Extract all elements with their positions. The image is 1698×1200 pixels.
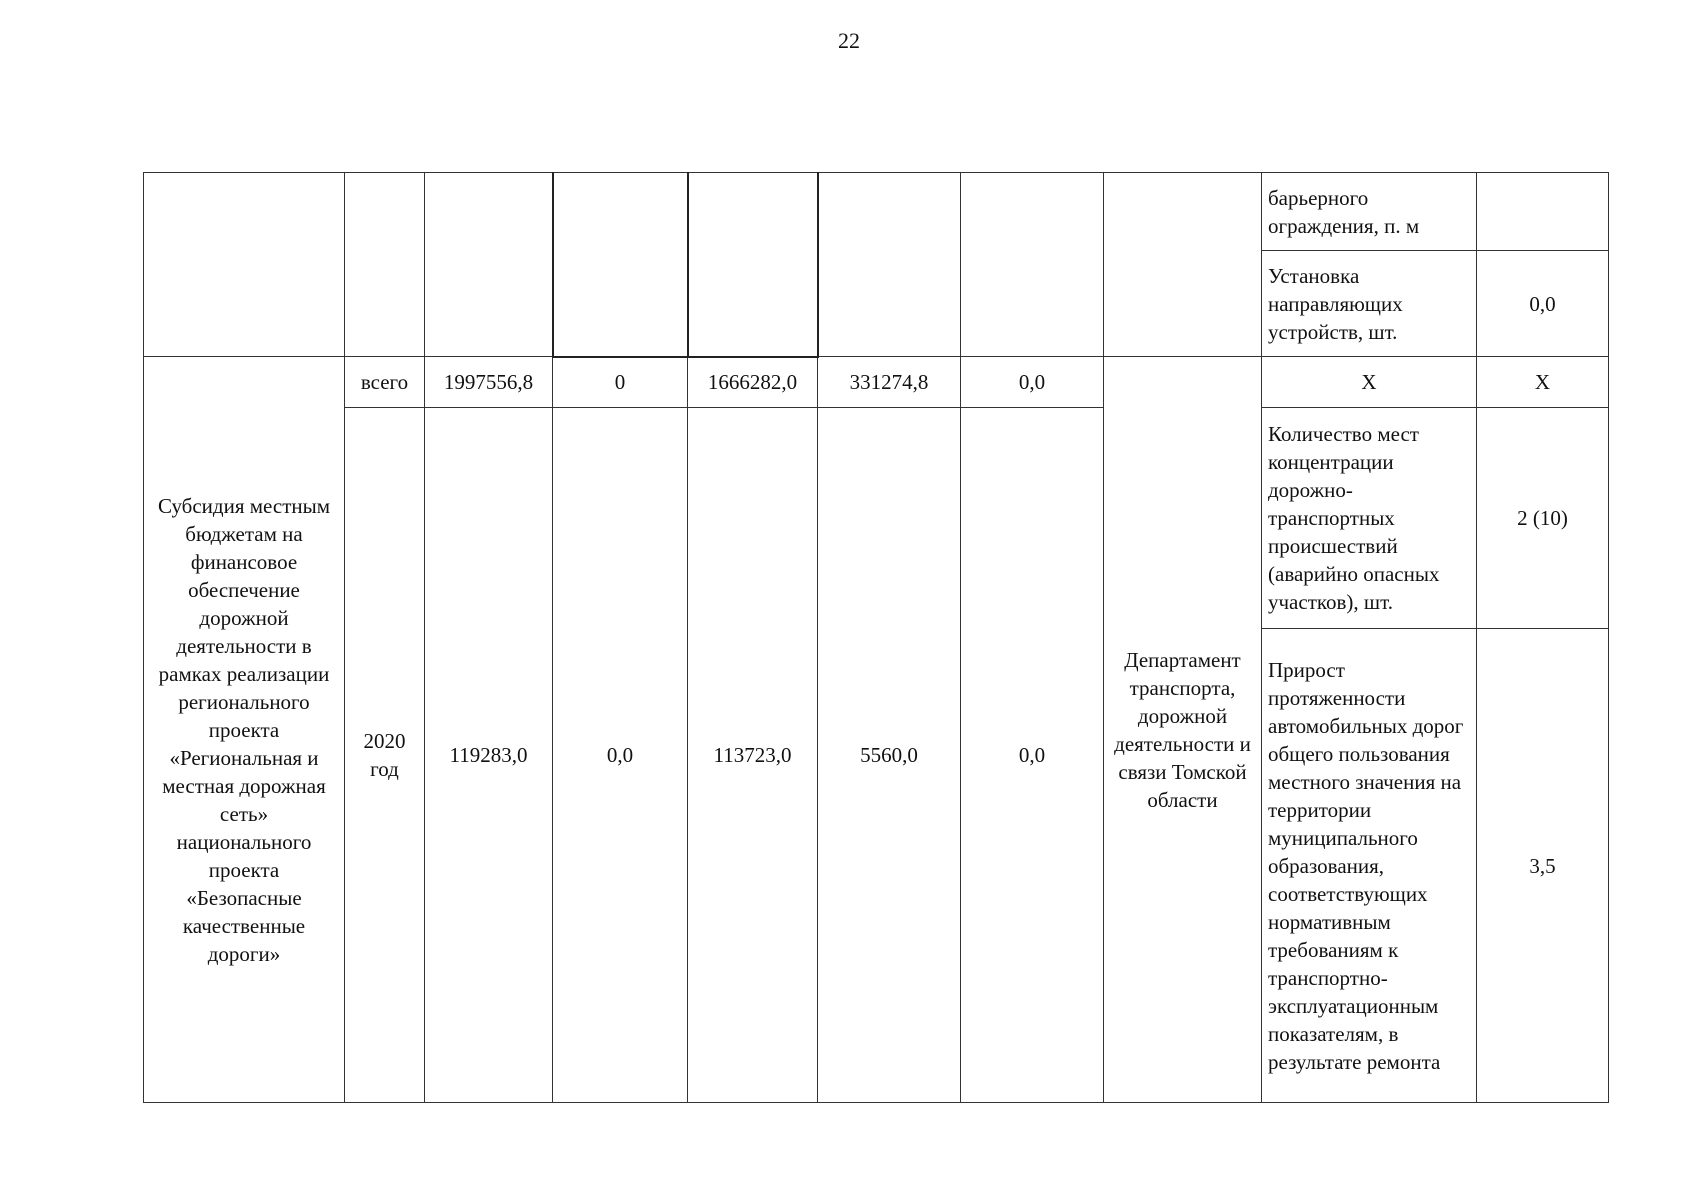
federal-cell: 0: [553, 357, 688, 408]
period-cell: всего: [345, 357, 425, 408]
table-cell: [818, 173, 961, 357]
indicator-value: Х: [1477, 357, 1609, 408]
indicator-name: Количество мест концентрации дорожно-транспортных происшествий (аварийно опасных участков), шт.: [1262, 408, 1477, 629]
table-cell: [425, 173, 553, 357]
table-cell: [1104, 173, 1262, 357]
indicator-value: 2 (10): [1477, 408, 1609, 629]
page-number: 22: [838, 28, 860, 53]
table-row: [144, 173, 1609, 251]
indicator-name: Х: [1262, 357, 1477, 408]
local-cell: 331274,8: [818, 357, 961, 408]
table-row: [144, 357, 1609, 408]
table-cell: [553, 173, 688, 357]
other-cell: 0,0: [961, 357, 1104, 408]
indicator-value: 3,5: [1477, 629, 1609, 1103]
indicator-name: Установка направляющих устройств, шт.: [1262, 251, 1477, 357]
table-cell: [144, 173, 345, 357]
table-cell: [961, 173, 1104, 357]
indicator-name: барьерного ограждения, п. м: [1262, 173, 1477, 251]
regional-cell: 1666282,0: [688, 357, 818, 408]
table-cell: [688, 173, 818, 357]
measure-name: Субсидия местным бюджетам на финансовое обеспечение дорожной деятельности в рамках реализации регионального проекта «Региональная и местная дорожная сеть» национального проекта «Безопасные качественные дороги»: [144, 357, 345, 1103]
indicator-value: 0,0: [1477, 251, 1609, 357]
indicator-name: Прирост протяженности автомобильных дорог общего пользования местного значения на территории муниципального образования, соответствующих нормативным требованиям к транспортно-эксплуатационным показателям, в результате ремонта: [1262, 629, 1477, 1103]
executor-cell: Департамент транспорта, дорожной деятельности и связи Томской области: [1104, 357, 1262, 1103]
period-cell: 2020 год: [345, 408, 425, 1103]
total-cell: 119283,0: [425, 408, 553, 1103]
other-cell: 0,0: [961, 408, 1104, 1103]
table-row: [144, 408, 1609, 629]
indicator-value: [1477, 173, 1609, 251]
regional-cell: 113723,0: [688, 408, 818, 1103]
total-cell: 1997556,8: [425, 357, 553, 408]
local-cell: 5560,0: [818, 408, 961, 1103]
table-cell: [345, 173, 425, 357]
budget-table: [143, 172, 1609, 1103]
federal-cell: 0,0: [553, 408, 688, 1103]
